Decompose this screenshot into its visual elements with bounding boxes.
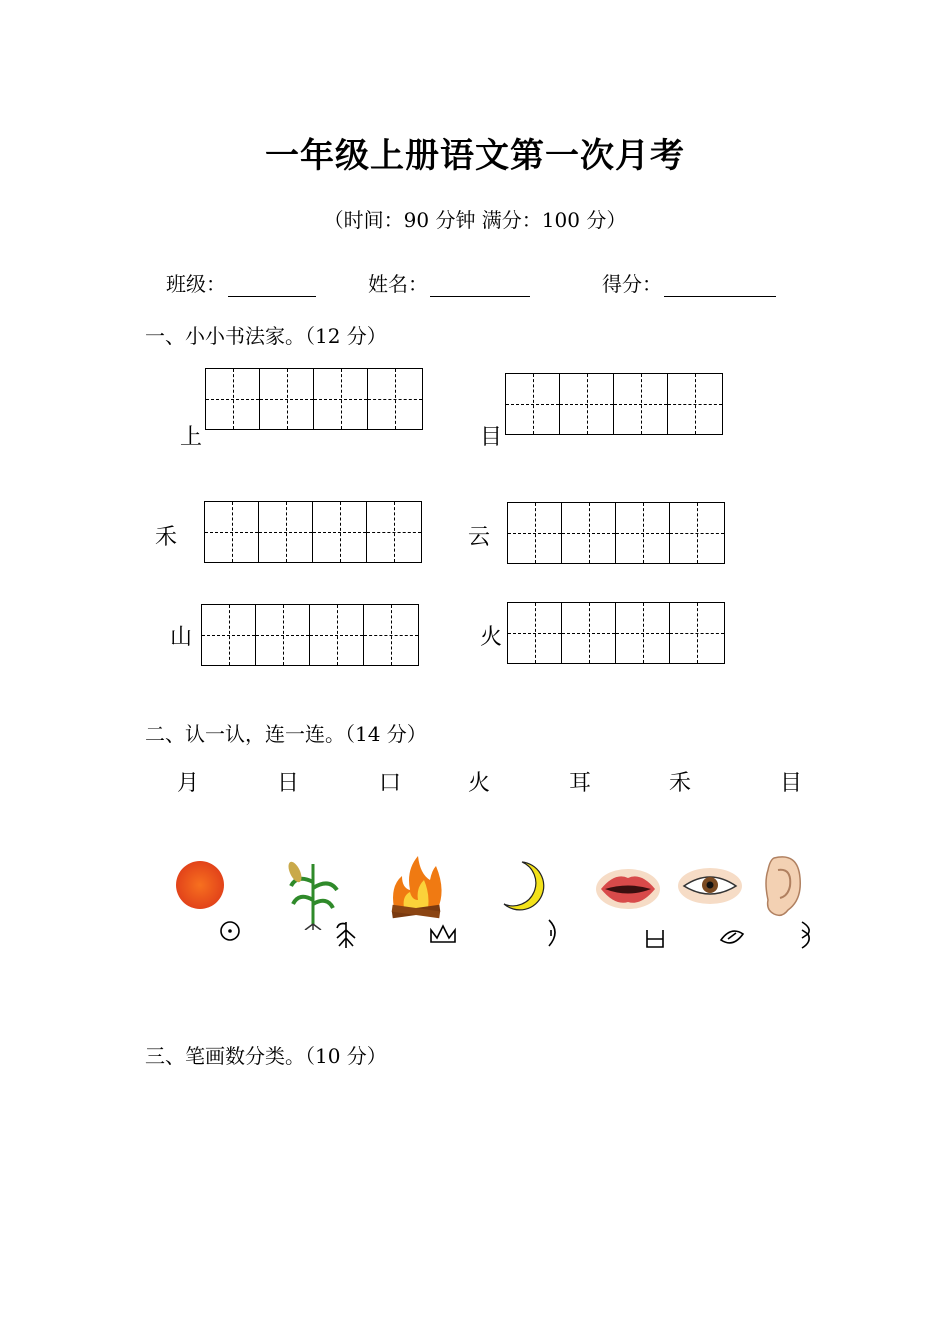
- writing-cell[interactable]: [313, 502, 367, 562]
- writing-cell[interactable]: [256, 605, 310, 665]
- section2-heading: 二、认一认，连一连。（14 分）: [145, 722, 427, 746]
- writing-cell[interactable]: [368, 369, 422, 429]
- name-blank[interactable]: [430, 274, 530, 297]
- writing-cell[interactable]: [314, 369, 368, 429]
- writing-cell[interactable]: [205, 502, 259, 562]
- class-field: [166, 268, 316, 297]
- writing-char-label: 禾: [155, 525, 178, 550]
- writing-cell[interactable]: [310, 605, 364, 665]
- ear-picture[interactable]: [760, 852, 804, 924]
- class-blank[interactable]: [228, 274, 316, 297]
- writing-grid[interactable]: [507, 502, 725, 564]
- writing-cell[interactable]: [367, 502, 421, 562]
- writing-cell[interactable]: [508, 503, 562, 563]
- writing-char-label: 云: [468, 525, 491, 550]
- match-char[interactable]: 耳: [568, 771, 591, 796]
- name-label: 姓名：: [368, 272, 428, 296]
- score-label: 得分：: [602, 272, 662, 296]
- writing-cell[interactable]: [364, 605, 418, 665]
- ancient-fire-glyph-icon[interactable]: [428, 922, 458, 946]
- writing-cell[interactable]: [560, 374, 614, 434]
- writing-char-label: 山: [170, 625, 193, 650]
- match-char[interactable]: 月: [176, 771, 199, 796]
- score-field: [602, 268, 776, 297]
- writing-grid[interactable]: [205, 368, 423, 430]
- sun-picture[interactable]: [172, 850, 232, 920]
- match-char[interactable]: 禾: [668, 771, 691, 796]
- writing-grid[interactable]: [201, 604, 419, 666]
- mouth-picture[interactable]: [595, 866, 661, 912]
- ancient-mouth-glyph-icon[interactable]: [644, 926, 666, 950]
- writing-grid[interactable]: [507, 602, 725, 664]
- ancient-moon-glyph-icon[interactable]: [543, 918, 563, 948]
- writing-cell[interactable]: [616, 603, 670, 663]
- grain-plant-picture[interactable]: [283, 852, 343, 930]
- writing-grid[interactable]: [204, 501, 422, 563]
- eye-picture[interactable]: [678, 866, 742, 906]
- page-title: 一年级上册语文第一次月考: [265, 136, 685, 176]
- match-char[interactable]: 日: [276, 771, 299, 796]
- class-label: 班级：: [166, 272, 226, 296]
- match-char[interactable]: 火: [467, 771, 490, 796]
- writing-cell[interactable]: [506, 374, 560, 434]
- crescent-moon-picture[interactable]: [500, 860, 550, 916]
- fire-picture[interactable]: [386, 850, 446, 922]
- writing-cell[interactable]: [670, 503, 724, 563]
- writing-cell[interactable]: [260, 369, 314, 429]
- match-char[interactable]: 目: [779, 771, 802, 796]
- section1-heading: 一、小小书法家。（12 分）: [145, 324, 387, 348]
- writing-grid[interactable]: [505, 373, 723, 435]
- score-blank[interactable]: [664, 274, 776, 297]
- writing-cell[interactable]: [616, 503, 670, 563]
- ancient-ear-glyph-icon[interactable]: [798, 920, 814, 950]
- writing-cell[interactable]: [670, 603, 724, 663]
- match-char[interactable]: 口: [378, 771, 401, 796]
- writing-cell[interactable]: [508, 603, 562, 663]
- writing-cell[interactable]: [202, 605, 256, 665]
- section3-heading: 三、笔画数分类。（10 分）: [145, 1044, 387, 1068]
- writing-cell[interactable]: [259, 502, 313, 562]
- ancient-sun-glyph-icon[interactable]: [218, 918, 242, 942]
- writing-cell[interactable]: [668, 374, 722, 434]
- ancient-grain-glyph-icon[interactable]: [333, 920, 359, 950]
- writing-cell[interactable]: [614, 374, 668, 434]
- writing-cell[interactable]: [206, 369, 260, 429]
- name-field: [368, 268, 530, 297]
- ancient-eye-glyph-icon[interactable]: [719, 926, 745, 946]
- writing-cell[interactable]: [562, 503, 616, 563]
- exam-info: （时间：90 分钟 满分：100 分）: [323, 208, 627, 232]
- writing-char-label: 上: [180, 425, 203, 450]
- writing-char-label: 目: [480, 425, 503, 450]
- writing-char-label: 火: [480, 625, 503, 650]
- writing-cell[interactable]: [562, 603, 616, 663]
